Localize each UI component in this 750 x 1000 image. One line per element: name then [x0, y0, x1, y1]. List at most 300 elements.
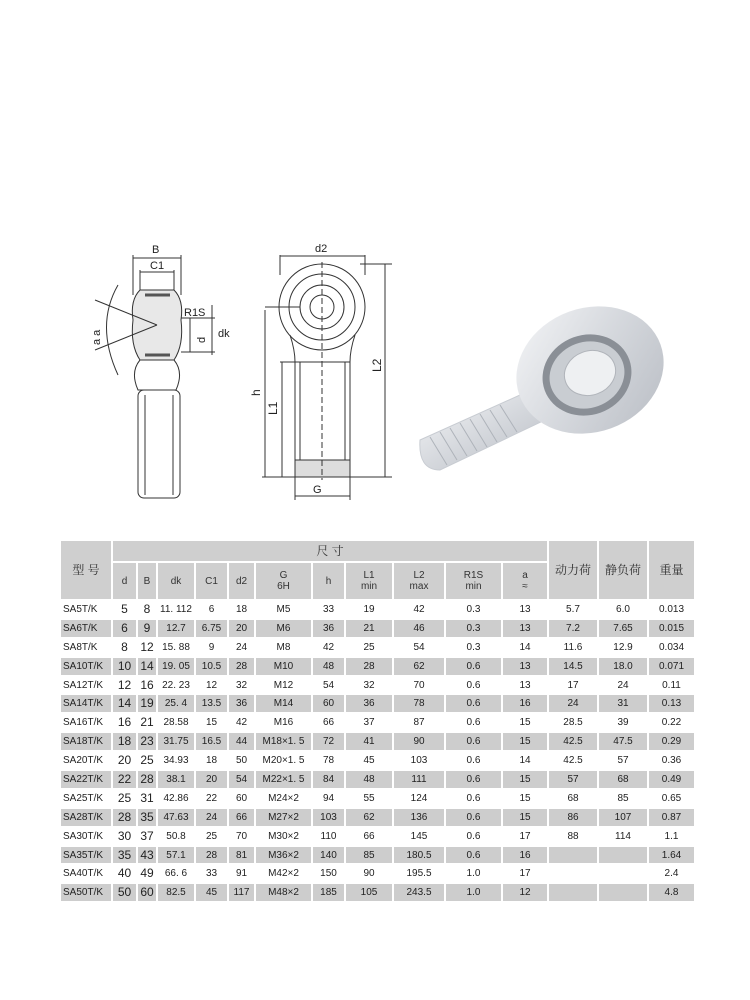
- table-cell: 36: [346, 695, 392, 712]
- table-cell: 72: [313, 733, 344, 750]
- table-cell: 86: [549, 809, 597, 826]
- table-cell: [549, 884, 597, 901]
- table-cell: 0.22: [661, 717, 682, 729]
- table-cell: 0.6: [446, 658, 501, 675]
- table-cell: 42.5: [549, 733, 597, 750]
- table-cell: M24×2: [268, 792, 299, 804]
- table-cell: 1.64: [649, 847, 694, 864]
- table-cell: 22: [205, 792, 218, 804]
- table-cell: 36: [313, 620, 344, 637]
- table-cell: 0.29: [649, 733, 694, 750]
- table-row: [61, 677, 694, 694]
- column-header: [313, 563, 344, 599]
- table-cell: 70: [235, 830, 248, 842]
- table-cell: 48: [346, 771, 392, 788]
- table-cell: 10.5: [196, 658, 227, 675]
- table-cell: 25: [117, 790, 132, 805]
- table-cell: 1.0: [466, 868, 481, 880]
- table-cell: 5: [121, 601, 128, 616]
- table-cell: 24: [235, 641, 248, 653]
- table-row: [61, 658, 694, 675]
- table-cell: 6: [113, 620, 136, 637]
- table-cell: 47.5: [599, 733, 647, 750]
- table-cell: M20×1. 5: [262, 755, 305, 767]
- table-cell: 32: [363, 679, 375, 691]
- table-cell: 25: [140, 753, 154, 768]
- label-a: a a: [91, 329, 103, 345]
- table-cell: 28: [346, 658, 392, 675]
- table-row: [61, 601, 694, 618]
- label-L2: L2: [370, 358, 384, 372]
- table-cell: 150: [320, 868, 337, 880]
- table-cell: 13: [519, 603, 531, 615]
- table-cell: 66: [322, 717, 335, 729]
- table-cell: 57: [549, 771, 597, 788]
- model-cell: SA22T/K: [61, 771, 111, 788]
- table-cell: 28: [229, 658, 254, 675]
- table-cell: 54: [322, 679, 335, 691]
- table-cell: 42: [235, 717, 248, 729]
- table-cell: 60: [138, 884, 156, 901]
- table-cell: 85: [346, 847, 392, 864]
- table-cell: 68: [599, 771, 647, 788]
- table-cell: 28.58: [163, 717, 189, 729]
- table-cell: 4.8: [649, 884, 694, 901]
- table-cell: 9: [138, 620, 156, 637]
- table-cell: 24: [196, 809, 227, 826]
- label-G: G: [313, 484, 322, 496]
- table-cell: 17: [519, 868, 531, 880]
- model-cell: SA30T/K: [63, 830, 104, 842]
- table-cell: M10: [256, 658, 311, 675]
- column-header: [113, 563, 136, 599]
- label-dk: dk: [218, 328, 230, 340]
- table-cell: 9: [208, 641, 215, 653]
- table-cell: 8: [121, 639, 128, 654]
- table-cell: 20: [229, 620, 254, 637]
- table-cell: 0.6: [446, 733, 501, 750]
- table-cell: 19. 05: [158, 658, 194, 675]
- table-cell: 70: [413, 679, 425, 691]
- table-cell: 32: [235, 679, 248, 691]
- table-cell: 57.1: [158, 847, 194, 864]
- table-cell: 35: [138, 809, 156, 826]
- table-cell: 42: [322, 641, 335, 653]
- table-cell: 16: [140, 677, 154, 692]
- table-cell: M8: [276, 641, 291, 653]
- table-cell: 13: [519, 679, 531, 691]
- table-cell: 94: [322, 792, 335, 804]
- table-cell: 15. 88: [162, 641, 190, 653]
- model-cell: SA20T/K: [63, 755, 104, 767]
- table-cell: 0.6: [466, 717, 481, 729]
- table-cell: 84: [313, 771, 344, 788]
- table-cell: 42.86: [163, 792, 189, 804]
- table-cell: 49: [140, 866, 154, 881]
- table-cell: 15: [519, 717, 531, 729]
- table-cell: 136: [394, 809, 444, 826]
- table-cell: 6.75: [196, 620, 227, 637]
- table-cell: [549, 865, 597, 882]
- model-cell: SA10T/K: [61, 658, 111, 675]
- table-row: [61, 884, 694, 901]
- table-cell: 22: [113, 771, 136, 788]
- table-cell: M5: [276, 603, 291, 615]
- table-cell: 111: [394, 771, 444, 788]
- table-cell: 13: [503, 658, 547, 675]
- column-header-label: B: [143, 575, 151, 587]
- table-cell: 12: [117, 677, 132, 692]
- label-d: d: [196, 336, 208, 343]
- table-cell: 14: [519, 641, 531, 653]
- front-view-drawing: [262, 255, 392, 500]
- table-cell: 13.5: [196, 695, 227, 712]
- table-cell: 90: [363, 868, 375, 880]
- table-cell: 54: [413, 641, 425, 653]
- table-cell: 18: [113, 733, 136, 750]
- table-cell: 48: [313, 658, 344, 675]
- column-header-label: L2: [413, 570, 425, 581]
- table-cell: 45: [363, 755, 375, 767]
- table-cell: 12: [503, 884, 547, 901]
- table-cell: 11.6: [563, 641, 583, 653]
- table-cell: 195.5: [406, 868, 432, 880]
- table-cell: 50: [113, 884, 136, 901]
- column-header-sublabel: 6H: [277, 581, 290, 592]
- table-cell: 14: [138, 658, 156, 675]
- table-cell: 0.87: [649, 809, 694, 826]
- table-cell: 1.1: [664, 830, 679, 842]
- model-cell: SA28T/K: [61, 809, 111, 826]
- table-cell: 12: [205, 679, 218, 691]
- table-cell: 28: [113, 809, 136, 826]
- table-cell: [549, 847, 597, 864]
- model-cell: SA6T/K: [61, 620, 111, 637]
- table-cell: 33: [205, 868, 218, 880]
- table-cell: 18: [235, 603, 248, 615]
- table-row: [61, 809, 694, 826]
- table-cell: 140: [313, 847, 344, 864]
- model-cell: SA18T/K: [61, 733, 111, 750]
- table-cell: M22×1. 5: [256, 771, 311, 788]
- table-cell: 0.6: [446, 847, 501, 864]
- table-cell: 66: [229, 809, 254, 826]
- table-cell: 37: [363, 717, 375, 729]
- table-cell: 1.0: [446, 884, 501, 901]
- table-cell: 12: [140, 639, 154, 654]
- table-cell: 0.3: [466, 641, 481, 653]
- model-cell: SA50T/K: [61, 884, 111, 901]
- table-cell: M12: [273, 679, 294, 691]
- column-header-label: G: [279, 570, 288, 581]
- table-cell: 7.2: [549, 620, 597, 637]
- table-cell: 25: [205, 830, 218, 842]
- table-row: [61, 714, 694, 731]
- table-cell: 0.013: [658, 603, 685, 615]
- table-cell: 12.7: [158, 620, 194, 637]
- table-cell: 88: [567, 830, 579, 842]
- table-row: [61, 752, 694, 769]
- label-h: h: [249, 389, 263, 396]
- table-cell: M42×2: [268, 868, 299, 880]
- table-cell: 16: [117, 715, 132, 730]
- column-header: [346, 563, 392, 599]
- table-cell: 21: [140, 715, 154, 730]
- table-cell: M30×2: [268, 830, 299, 842]
- table-cell: 5.7: [566, 603, 580, 615]
- column-header-sublabel: min: [465, 581, 482, 592]
- column-header-label: L1: [363, 570, 375, 581]
- table-cell: 36: [229, 695, 254, 712]
- table-cell: 15: [519, 792, 531, 804]
- model-cell: SA12T/K: [63, 679, 104, 691]
- column-header-sublabel: min: [360, 581, 378, 592]
- header-model: 型 号: [61, 541, 111, 599]
- column-header-sublabel: max: [409, 581, 429, 592]
- table-cell: 0.071: [649, 658, 694, 675]
- table-cell: 21: [346, 620, 392, 637]
- table-cell: 243.5: [394, 884, 444, 901]
- table-cell: 20: [196, 771, 227, 788]
- column-header-label: h: [325, 575, 332, 587]
- table-cell: 15: [503, 809, 547, 826]
- table-cell: M16: [273, 717, 294, 729]
- table-cell: 0.034: [658, 641, 685, 653]
- table-cell: 25. 4: [158, 695, 194, 712]
- table-cell: M27×2: [256, 809, 311, 826]
- table-cell: 60: [313, 695, 344, 712]
- table-cell: 60: [235, 792, 248, 804]
- table-cell: 66: [363, 830, 375, 842]
- column-header: [158, 563, 194, 599]
- table-cell: 55: [363, 792, 375, 804]
- table-cell: 0.3: [446, 620, 501, 637]
- table-cell: 107: [599, 809, 647, 826]
- table-cell: 16.5: [196, 733, 227, 750]
- table-cell: 185: [313, 884, 344, 901]
- table-cell: 57: [617, 755, 629, 767]
- model-cell: SA14T/K: [61, 695, 111, 712]
- model-cell: SA16T/K: [63, 717, 104, 729]
- table-cell: 15: [503, 733, 547, 750]
- table-cell: 23: [138, 733, 156, 750]
- table-cell: 25: [363, 641, 375, 653]
- table-cell: 145: [410, 830, 428, 842]
- table-cell: M18×1. 5: [256, 733, 311, 750]
- table-cell: 28.5: [563, 717, 583, 729]
- table-cell: 62: [394, 658, 444, 675]
- table-cell: 62: [346, 809, 392, 826]
- table-cell: 7.65: [599, 620, 647, 637]
- table-cell: M36×2: [256, 847, 311, 864]
- table-cell: 15: [503, 771, 547, 788]
- table-cell: 15: [205, 717, 218, 729]
- table-cell: 42: [413, 603, 425, 615]
- column-header: [138, 563, 156, 599]
- table-cell: 34.93: [163, 755, 189, 767]
- table-cell: 0.49: [649, 771, 694, 788]
- table-row: [61, 865, 694, 882]
- table-cell: 0.6: [446, 771, 501, 788]
- table-cell: 91: [235, 868, 248, 880]
- table-cell: 0.015: [649, 620, 694, 637]
- table-cell: 103: [313, 809, 344, 826]
- label-C1: C1: [150, 260, 165, 272]
- table-cell: 2.4: [664, 868, 679, 880]
- column-header-label: d: [121, 575, 128, 587]
- table-cell: 16: [503, 695, 547, 712]
- table-cell: 45: [196, 884, 227, 901]
- table-cell: M14: [256, 695, 311, 712]
- model-cell: SA35T/K: [61, 847, 111, 864]
- table-cell: 35: [113, 847, 136, 864]
- model-cell: SA5T/K: [63, 603, 98, 615]
- table-cell: 20: [117, 753, 132, 768]
- table-cell: 10: [113, 658, 136, 675]
- column-header-label: dk: [170, 575, 182, 587]
- table-cell: 18.0: [599, 658, 647, 675]
- table-cell: 8: [143, 601, 151, 616]
- table-cell: 24: [549, 695, 597, 712]
- table-cell: 37: [140, 828, 154, 843]
- table-row: [61, 771, 694, 788]
- table-row: [61, 639, 694, 656]
- table-cell: 103: [410, 755, 428, 767]
- header-dynamic-load: 动力荷: [549, 541, 597, 599]
- table-cell: 180.5: [394, 847, 444, 864]
- table-cell: 28: [138, 771, 156, 788]
- table-cell: 50: [235, 755, 248, 767]
- table-cell: 0.6: [466, 755, 481, 767]
- table-cell: 78: [322, 755, 335, 767]
- column-header: [394, 563, 444, 599]
- table-cell: 31: [140, 790, 154, 805]
- table-cell: 17: [519, 830, 531, 842]
- header-dimensions: 尺 寸: [113, 541, 547, 561]
- label-B: B: [152, 244, 160, 256]
- table-cell: 31: [599, 695, 647, 712]
- table-cell: 0.6: [466, 792, 481, 804]
- table-cell: 0.3: [466, 603, 481, 615]
- column-header: [229, 563, 254, 599]
- table-cell: 19: [138, 695, 156, 712]
- table-cell: 19: [363, 603, 375, 615]
- table-cell: [599, 847, 647, 864]
- column-header: [503, 563, 547, 599]
- table-cell: 31.75: [158, 733, 194, 750]
- table-cell: 6: [208, 603, 215, 615]
- column-header: [256, 563, 311, 599]
- label-R1S: R1S: [184, 307, 206, 319]
- table-cell: 18: [205, 755, 218, 767]
- table-cell: 14: [113, 695, 136, 712]
- table-cell: 66. 6: [164, 868, 188, 880]
- header-static-load: 静负荷: [599, 541, 647, 599]
- rod-end-photo: [420, 286, 682, 470]
- technical-drawings: [0, 230, 750, 510]
- table-cell: 0.11: [662, 679, 681, 691]
- table-cell: [599, 865, 647, 882]
- table-row: [61, 790, 694, 807]
- label-d2: d2: [315, 243, 328, 255]
- column-header-label: R1S: [463, 570, 484, 581]
- table-cell: 38.1: [158, 771, 194, 788]
- table-cell: 22. 23: [162, 679, 190, 691]
- table-cell: M6: [256, 620, 311, 637]
- table-cell: 24: [617, 679, 629, 691]
- table-cell: 90: [394, 733, 444, 750]
- table-cell: 43: [138, 847, 156, 864]
- column-header: [446, 563, 501, 599]
- table-cell: 0.6: [446, 809, 501, 826]
- table-row: [61, 695, 694, 712]
- table-cell: 28: [196, 847, 227, 864]
- column-header-label: a: [522, 570, 528, 581]
- table-row: [61, 733, 694, 750]
- table-cell: 50.8: [166, 830, 186, 842]
- table-cell: 41: [346, 733, 392, 750]
- table-cell: 78: [394, 695, 444, 712]
- table-cell: 46: [394, 620, 444, 637]
- table-cell: 0.6: [466, 830, 481, 842]
- table-cell: [599, 884, 647, 901]
- table-cell: 54: [229, 771, 254, 788]
- table-cell: 14.5: [549, 658, 597, 675]
- table-cell: 81: [229, 847, 254, 864]
- table-cell: 110: [320, 830, 337, 842]
- table-cell: 82.5: [158, 884, 194, 901]
- table-cell: 0.65: [661, 792, 682, 804]
- table-cell: 12.9: [613, 641, 633, 653]
- table-cell: 16: [503, 847, 547, 864]
- table-cell: 117: [229, 884, 254, 901]
- table-row: [61, 828, 694, 845]
- header-weight: 重量: [649, 541, 694, 599]
- table-cell: 124: [410, 792, 428, 804]
- table-cell: 105: [346, 884, 392, 901]
- model-cell: SA25T/K: [63, 792, 104, 804]
- table-row: [61, 847, 694, 864]
- column-header-label: d2: [235, 575, 248, 587]
- specification-table: [59, 539, 696, 903]
- column-header-sublabel: ≈: [522, 581, 528, 592]
- table-cell: 68: [567, 792, 579, 804]
- table-cell: 40: [117, 866, 132, 881]
- table-cell: 47.63: [158, 809, 194, 826]
- label-L1: L1: [266, 401, 280, 415]
- rod-end-diagrams: [0, 230, 750, 510]
- table-cell: 44: [229, 733, 254, 750]
- table-cell: 11. 112: [160, 603, 192, 615]
- column-header-label: C1: [205, 575, 218, 587]
- table-cell: 85: [617, 792, 629, 804]
- table-cell: 39: [617, 717, 629, 729]
- table-cell: 33: [322, 603, 335, 615]
- table-cell: 87: [413, 717, 425, 729]
- model-cell: SA8T/K: [63, 641, 98, 653]
- model-cell: SA40T/K: [63, 868, 104, 880]
- table-cell: 13: [503, 620, 547, 637]
- table-cell: 114: [615, 830, 631, 842]
- table-cell: 0.6: [446, 695, 501, 712]
- table-cell: 14: [519, 755, 531, 767]
- table-cell: 42.5: [563, 755, 583, 767]
- table-row: [61, 620, 694, 637]
- column-header: [196, 563, 227, 599]
- table-cell: 0.36: [661, 755, 682, 767]
- table-cell: 6.0: [616, 603, 630, 615]
- table-cell: 30: [117, 828, 132, 843]
